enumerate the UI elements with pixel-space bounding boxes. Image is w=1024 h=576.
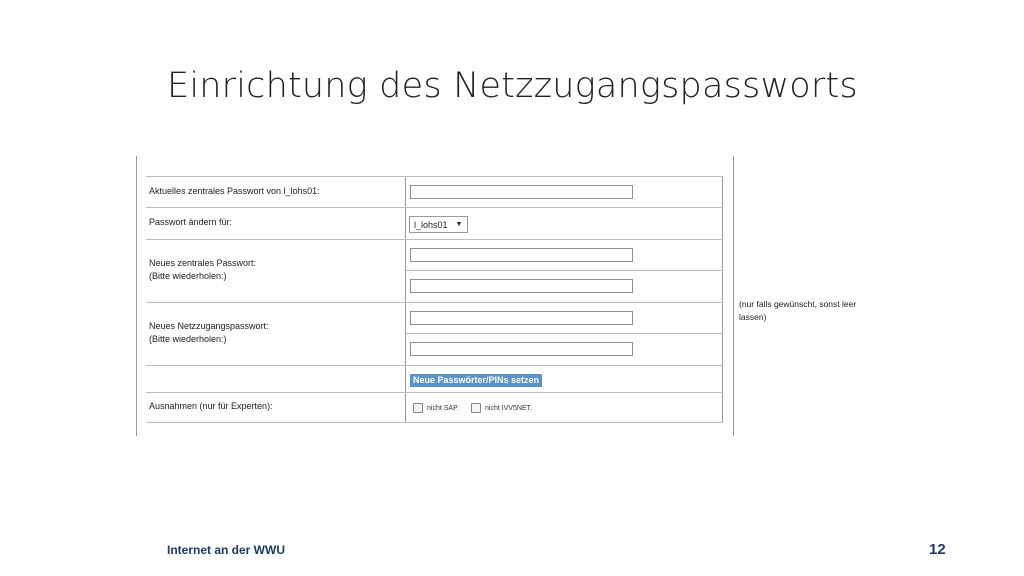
- row-line: [146, 207, 723, 208]
- slide-title: Einrichtung des Netzzugangspassworts: [167, 66, 858, 106]
- chevron-down-icon: ▼: [455, 221, 463, 228]
- new-network-password-label: Neues Netzzugangspasswort:: [149, 321, 269, 331]
- not-ivv5net-label: nicht IVV5NET.: [485, 405, 533, 412]
- exceptions-label: Ausnahmen (nur für Experten):: [149, 401, 273, 411]
- hint-text-line2: lassen): [739, 312, 767, 322]
- row-line: [146, 365, 723, 366]
- new-central-password-repeat-input[interactable]: [410, 279, 633, 293]
- new-central-password-input[interactable]: [410, 248, 633, 262]
- right-border: [733, 156, 734, 436]
- hint-text-line1: (nur falls gewünscht, sonst leer: [739, 299, 857, 309]
- row-line: [146, 239, 723, 240]
- left-border: [136, 156, 137, 436]
- not-ivv5net-checkbox[interactable]: [471, 403, 481, 413]
- column-divider: [405, 176, 406, 422]
- current-password-label: Aktuelles zentrales Passwort von l_lohs01:: [149, 186, 320, 196]
- row-line: [146, 392, 723, 393]
- new-network-password-input[interactable]: [410, 311, 633, 325]
- current-password-input[interactable]: [410, 185, 633, 199]
- new-central-password-label: Neues zentrales Passwort:: [149, 258, 257, 268]
- page-number: 12: [929, 541, 946, 558]
- new-central-repeat-label: (Bitte wiederholen:): [149, 271, 227, 281]
- row-line: [146, 176, 723, 177]
- row-line: [146, 302, 723, 303]
- new-network-repeat-label: (Bitte wiederholen:): [149, 334, 227, 344]
- not-sap-label: nicht SAP.: [427, 405, 459, 412]
- set-passwords-button[interactable]: Neue Passwörter/PINs setzen: [410, 374, 542, 387]
- change-for-value: l_lohs01: [414, 219, 448, 230]
- right-table-border: [722, 176, 723, 422]
- not-sap-checkbox[interactable]: [413, 403, 423, 413]
- change-for-select[interactable]: [409, 216, 468, 233]
- row-line: [406, 333, 723, 334]
- change-for-label: Passwort ändern für:: [149, 217, 233, 227]
- new-network-password-repeat-input[interactable]: [410, 342, 633, 356]
- row-line: [406, 270, 723, 271]
- password-form: [136, 156, 857, 436]
- row-line: [146, 422, 723, 423]
- footer-text: Internet an der WWU: [167, 543, 286, 557]
